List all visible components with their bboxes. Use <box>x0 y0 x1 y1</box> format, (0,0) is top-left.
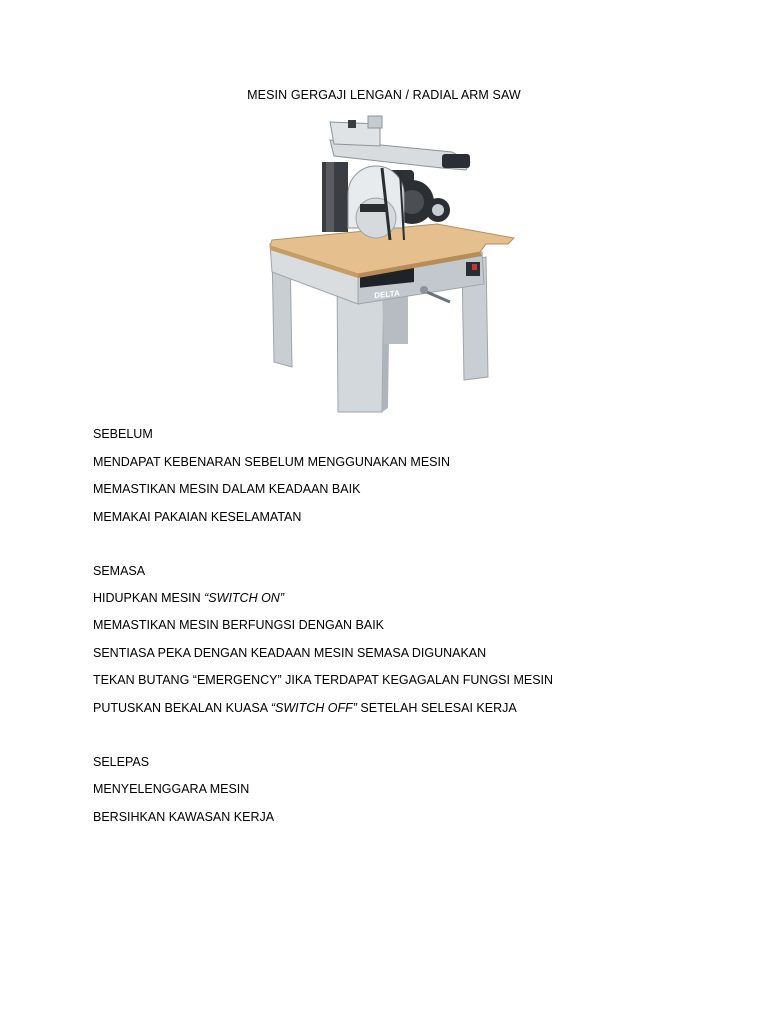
section-heading-selepas: SELEPAS <box>93 755 150 769</box>
list-item: MENDAPAT KEBENARAN SEBELUM MENGGUNAKAN MESIN <box>93 455 451 469</box>
section-heading-sebelum: SEBELUM <box>93 427 153 441</box>
list-item: MENYELENGGARA MESIN <box>93 782 250 796</box>
list-item: SENTIASA PEKA DENGAN KEADAAN MESIN SEMASA DIGUNAKAN <box>93 646 487 660</box>
list-item: MEMAKAI PAKAIAN KESELAMATAN <box>93 510 302 524</box>
list-item-text-after: SETELAH SELESAI KERJA <box>356 701 517 715</box>
list-item-text: PUTUSKAN BEKALAN KUASA <box>93 701 271 715</box>
radial-arm-saw-image <box>262 112 522 420</box>
list-item: BERSIHKAN KAWASAN KERJA <box>93 810 275 824</box>
list-item: TEKAN BUTANG “EMERGENCY” JIKA TERDAPAT KEGAGALAN FUNGSI MESIN <box>93 673 554 687</box>
list-item-emphasis: “SWITCH OFF” <box>270 701 357 715</box>
document-title: MESIN GERGAJI LENGAN / RADIAL ARM SAW <box>247 88 521 102</box>
section-heading-semasa: SEMASA <box>93 564 146 578</box>
list-item: MEMASTIKAN MESIN BERFUNGSI DENGAN BAIK <box>93 618 385 632</box>
list-item-emphasis: “SWITCH ON” <box>204 591 284 605</box>
list-item <box>93 591 284 605</box>
list-item-text: HIDUPKAN MESIN <box>93 591 205 605</box>
brand-label: DELTA <box>374 288 400 301</box>
list-item <box>93 701 517 715</box>
list-item: MEMASTIKAN MESIN DALAM KEADAAN BAIK <box>93 482 361 496</box>
